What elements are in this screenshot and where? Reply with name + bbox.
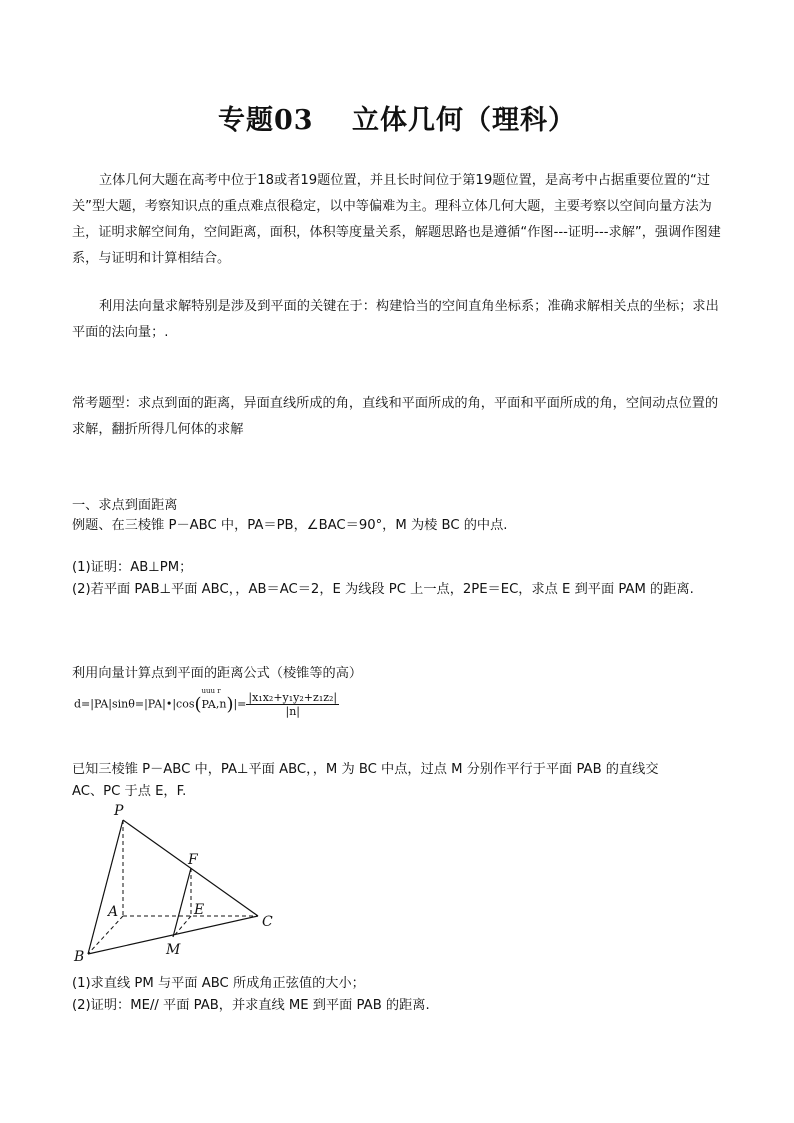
formula-denominator: |n|: [285, 705, 301, 718]
formula-fraction: [246, 691, 339, 718]
label-e: E: [194, 902, 205, 918]
formula-left: d=|PA|sinθ=|PA|•|cos: [74, 697, 195, 711]
tetrahedron-figure: [70, 798, 290, 970]
problem2-question-1: (1)求直线 PM 与平面 ABC 所成角正弦值的大小；: [72, 976, 365, 991]
label-c: C: [262, 914, 273, 930]
formula-label: 利用向量计算点到平面的距离公式（棱锥等的高）: [72, 666, 363, 681]
intro-paragraph-2: 利用法向量求解特别是涉及到平面的关键在于：构建恰当的空间直角坐标系；准确求解相关点的坐标；求出平面的法向量；.: [72, 299, 719, 340]
section-heading-point-to-plane: 一、求点到面距离: [72, 498, 178, 513]
vector-pa: uuu r PA: [201, 686, 221, 711]
problem2-question-2: (2)证明：ME// 平面 PAB，并求直线 ME 到平面 PAB 的距离.: [72, 998, 430, 1013]
intro-paragraph-1: 立体几何大题在高考中位于18或者19题位置，并且长时间位于第19题位置，是高考中占据重要位置的“过关”型大题，考察知识点的重点难点很稳定，以中等偏难为主。理科立体几何大题，主要考察以空间向量方法为主，证明求解空间角，空间距离，面积，体积等度量关系，解题思路也是遵循“作图---证明---求解”，强调作图建系，与证明和计算相结合。: [72, 173, 721, 266]
common-question-types: 常考题型：求点到面的距离，异面直线所成的角，直线和平面所成的角，平面和平面所成的角，空间动点位置的求解，翻折所得几何体的求解: [72, 396, 719, 437]
example-question-2: (2)若平面 PAB⊥平面 ABC，，AB＝AC＝2，E 为线段 PC 上一点，2PE＝EC，求点 E 到平面 PAM 的距离.: [72, 582, 694, 597]
formula-numerator: |x₁x₂+y₁y₂+z₁z₂|: [248, 691, 338, 704]
edge-pb: [88, 820, 123, 954]
label-b: B: [74, 949, 85, 965]
problem2-line-1: 已知三棱锥 P－ABC 中，PA⊥平面 ABC，，M 为 BC 中点，过点 M 分别作平行于平面 PAB 的直线交: [72, 762, 659, 777]
example-question-1: (1)证明：AB⊥PM；: [72, 560, 193, 575]
problem2-line-2: AC、PC 于点 E，F.: [72, 784, 187, 799]
label-f: F: [188, 852, 198, 868]
label-p: P: [114, 803, 124, 819]
label-a: A: [108, 904, 119, 920]
formula-equals: |=: [233, 697, 247, 711]
example-problem: 例题、在三棱锥 P－ABC 中，PA＝PB，∠BAC＝90°，M 为棱 BC 的中点.: [72, 518, 508, 533]
vector-arrow-mark: uuu r: [201, 686, 221, 695]
segment-fm: [173, 868, 191, 937]
label-m: M: [166, 942, 181, 958]
page-title: 专题03 立体几何（理科）: [218, 105, 576, 136]
normal-vector-n: n: [219, 697, 227, 711]
distance-formula: d=|PA|sinθ=|PA|•|cos( uuu r PA,n)|= $\frac{\text{|x₁x₂+y₁y₂+z₁z₂|}}{|n|}$: [74, 686, 338, 718]
